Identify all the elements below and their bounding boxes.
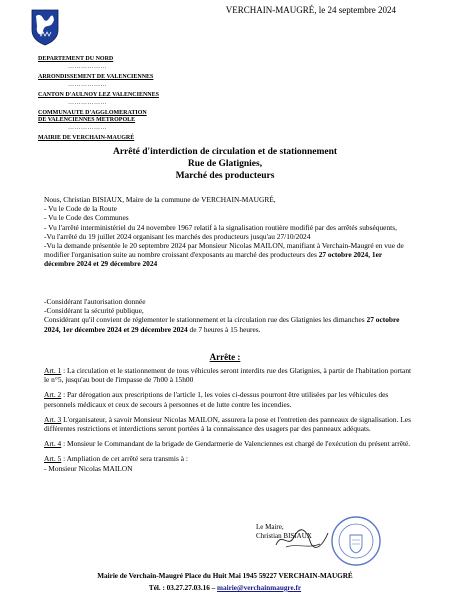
article-4 [44,439,414,448]
communaute-label-line2: DE VALENCIENNES METROPOLE [38,117,136,123]
footer-email-link[interactable]: mairie@verchainmaugre.fr [217,584,302,592]
article-2 [44,390,414,408]
signature-name: Christian BISIAUX [256,532,312,540]
articles [44,366,414,479]
preamble-code-route: - Vu le Code de la Route [44,204,117,214]
mairie-label: MAIRIE DE VERCHAIN-MAUGRÉ [38,135,135,141]
article-5-recipient: - Monsieur Nicolas MAILON [44,463,133,473]
considerant-reglementer-text: Considérant qu'il convient de réglementer le stationnement et la circulation rue des Glatignies les dimanches [44,315,367,325]
document-subtitle-event: Marché des producteurs [175,171,275,181]
considerant-hours: de 7 heures à 15 heures. [187,324,261,334]
preamble-arrete-1967: - Vu l'arrêté interministériel du 24 novembre 1967 relatif à la signalisation routière modifié par des arrêtés subséquents, [44,222,397,232]
article-4-text: : Monsieur le Commandant de la brigade de Gendarmerie de Valenciennes est chargé de l'exécution du présent arrêté. [61,439,411,449]
preamble [44,195,414,269]
considerant-autorisation: -Considérant l'autorisation donnée [44,297,146,306]
date-line: VERCHAIN-MAUGRÉ, le 24 septembre 2024 [225,5,396,15]
considerants [44,297,414,334]
article-1-text: : La circulation et le stationnement de tous véhicules seront interdits rue des Glatignies, à partir de l'habitation portant le n°5, jusqu'au bout de l'impasse de 7h00 à 15h00 [44,366,412,385]
article-5-label: Art. 5 [44,454,62,464]
dots-divider: ……………… [68,100,107,106]
arrondissement-label: ARRONDISSEMENT DE VALENCIENNES [38,74,154,80]
article-5 [44,454,414,472]
document-subtitle-street: Rue de Glatignies, [187,159,263,169]
footer-contact [0,584,450,592]
footer-phone: Tél. : 03.27.27.03.16 – [148,584,217,592]
article-5-text: : Ampliation de cet arrêté sera transmis à : [61,454,188,464]
preamble-code-communes: - Vu le Code des Communes [44,213,129,223]
article-3-text: L'organisateur, à savoir Monsieur Nicolas MAILON, assurera la pose et l'entretien des panneaux de signalisation. Les différentes restrictions et interdictions seront portées à la connaissance des usagers par des panneaux adéquats. [44,414,411,434]
article-3-label: Art. 3 [44,414,62,424]
dots-divider: ……………… [68,64,107,70]
administrative-block [38,56,188,142]
preamble-demande-dates: 27 octobre 2024, 1er décembre 2024 et 29 décembre 2024 [44,250,383,269]
communaute-label-line1: COMMUNAUTE D'AGGLOMERATION [38,110,147,116]
handwritten-signature-icon [272,527,332,551]
article-1-label: Art. 1 [44,366,62,375]
coat-of-arms-icon [30,6,60,46]
arrete-heading: Arrête : [209,352,241,362]
preamble-demande-text: -Vu la demande présentée le 20 septembre 2024 par Monsieur Nicolas MAILON, manifiant à Verchain-Maugré en vue de modifier l'organisation suite au nombre croissant d'exposants au marché des producteurs des [44,241,404,260]
article-4-label: Art. 4 [44,439,62,449]
preamble-demande [44,241,414,269]
considerant-securite: -Considérant la sécurité publique, [44,306,144,316]
signature-title: Le Maire, [256,523,284,531]
footer-address: Mairie de Verchain-Maugré Place du Huit Mai 1945 59227 VERCHAIN-MAUGRÉ [97,572,353,580]
canton-label: CANTON D'AULNOY LEZ VALENCIENNES [38,92,159,98]
departement-label: DEPARTEMENT DU NORD [38,56,114,62]
official-stamp-icon [330,515,382,567]
article-1 [44,366,414,384]
dots-divider: ……………… [68,125,107,131]
preamble-mayor: Nous, Christian BISIAUX, Maire de la commune de VERCHAIN-MAUGRÉ, [44,195,276,204]
article-3 [44,415,414,433]
document-title: Arrêté d'interdiction de circulation et de stationnement [112,147,338,157]
dots-divider: ……………… [68,82,107,88]
considerant-dates: 27 octobre 2024, 1er décembre 2024 et 29 décembre 2024 [44,315,400,334]
considerant-reglementer [44,315,414,333]
article-2-label: Art. 2 [44,390,62,400]
article-2-text: : Par dérogation aux prescriptions de l'article 1, les voies ci-dessus pourront être utilisées par les véhicules des personnels médicaux et ceux de secours à personnes et de lutte contre les incendies. [44,390,389,409]
preamble-arrete-juillet: -Vu l'arrêté du 19 juillet 2024 organisant les marchés des producteurs jusqu'au 27/10/2024 [44,231,311,241]
